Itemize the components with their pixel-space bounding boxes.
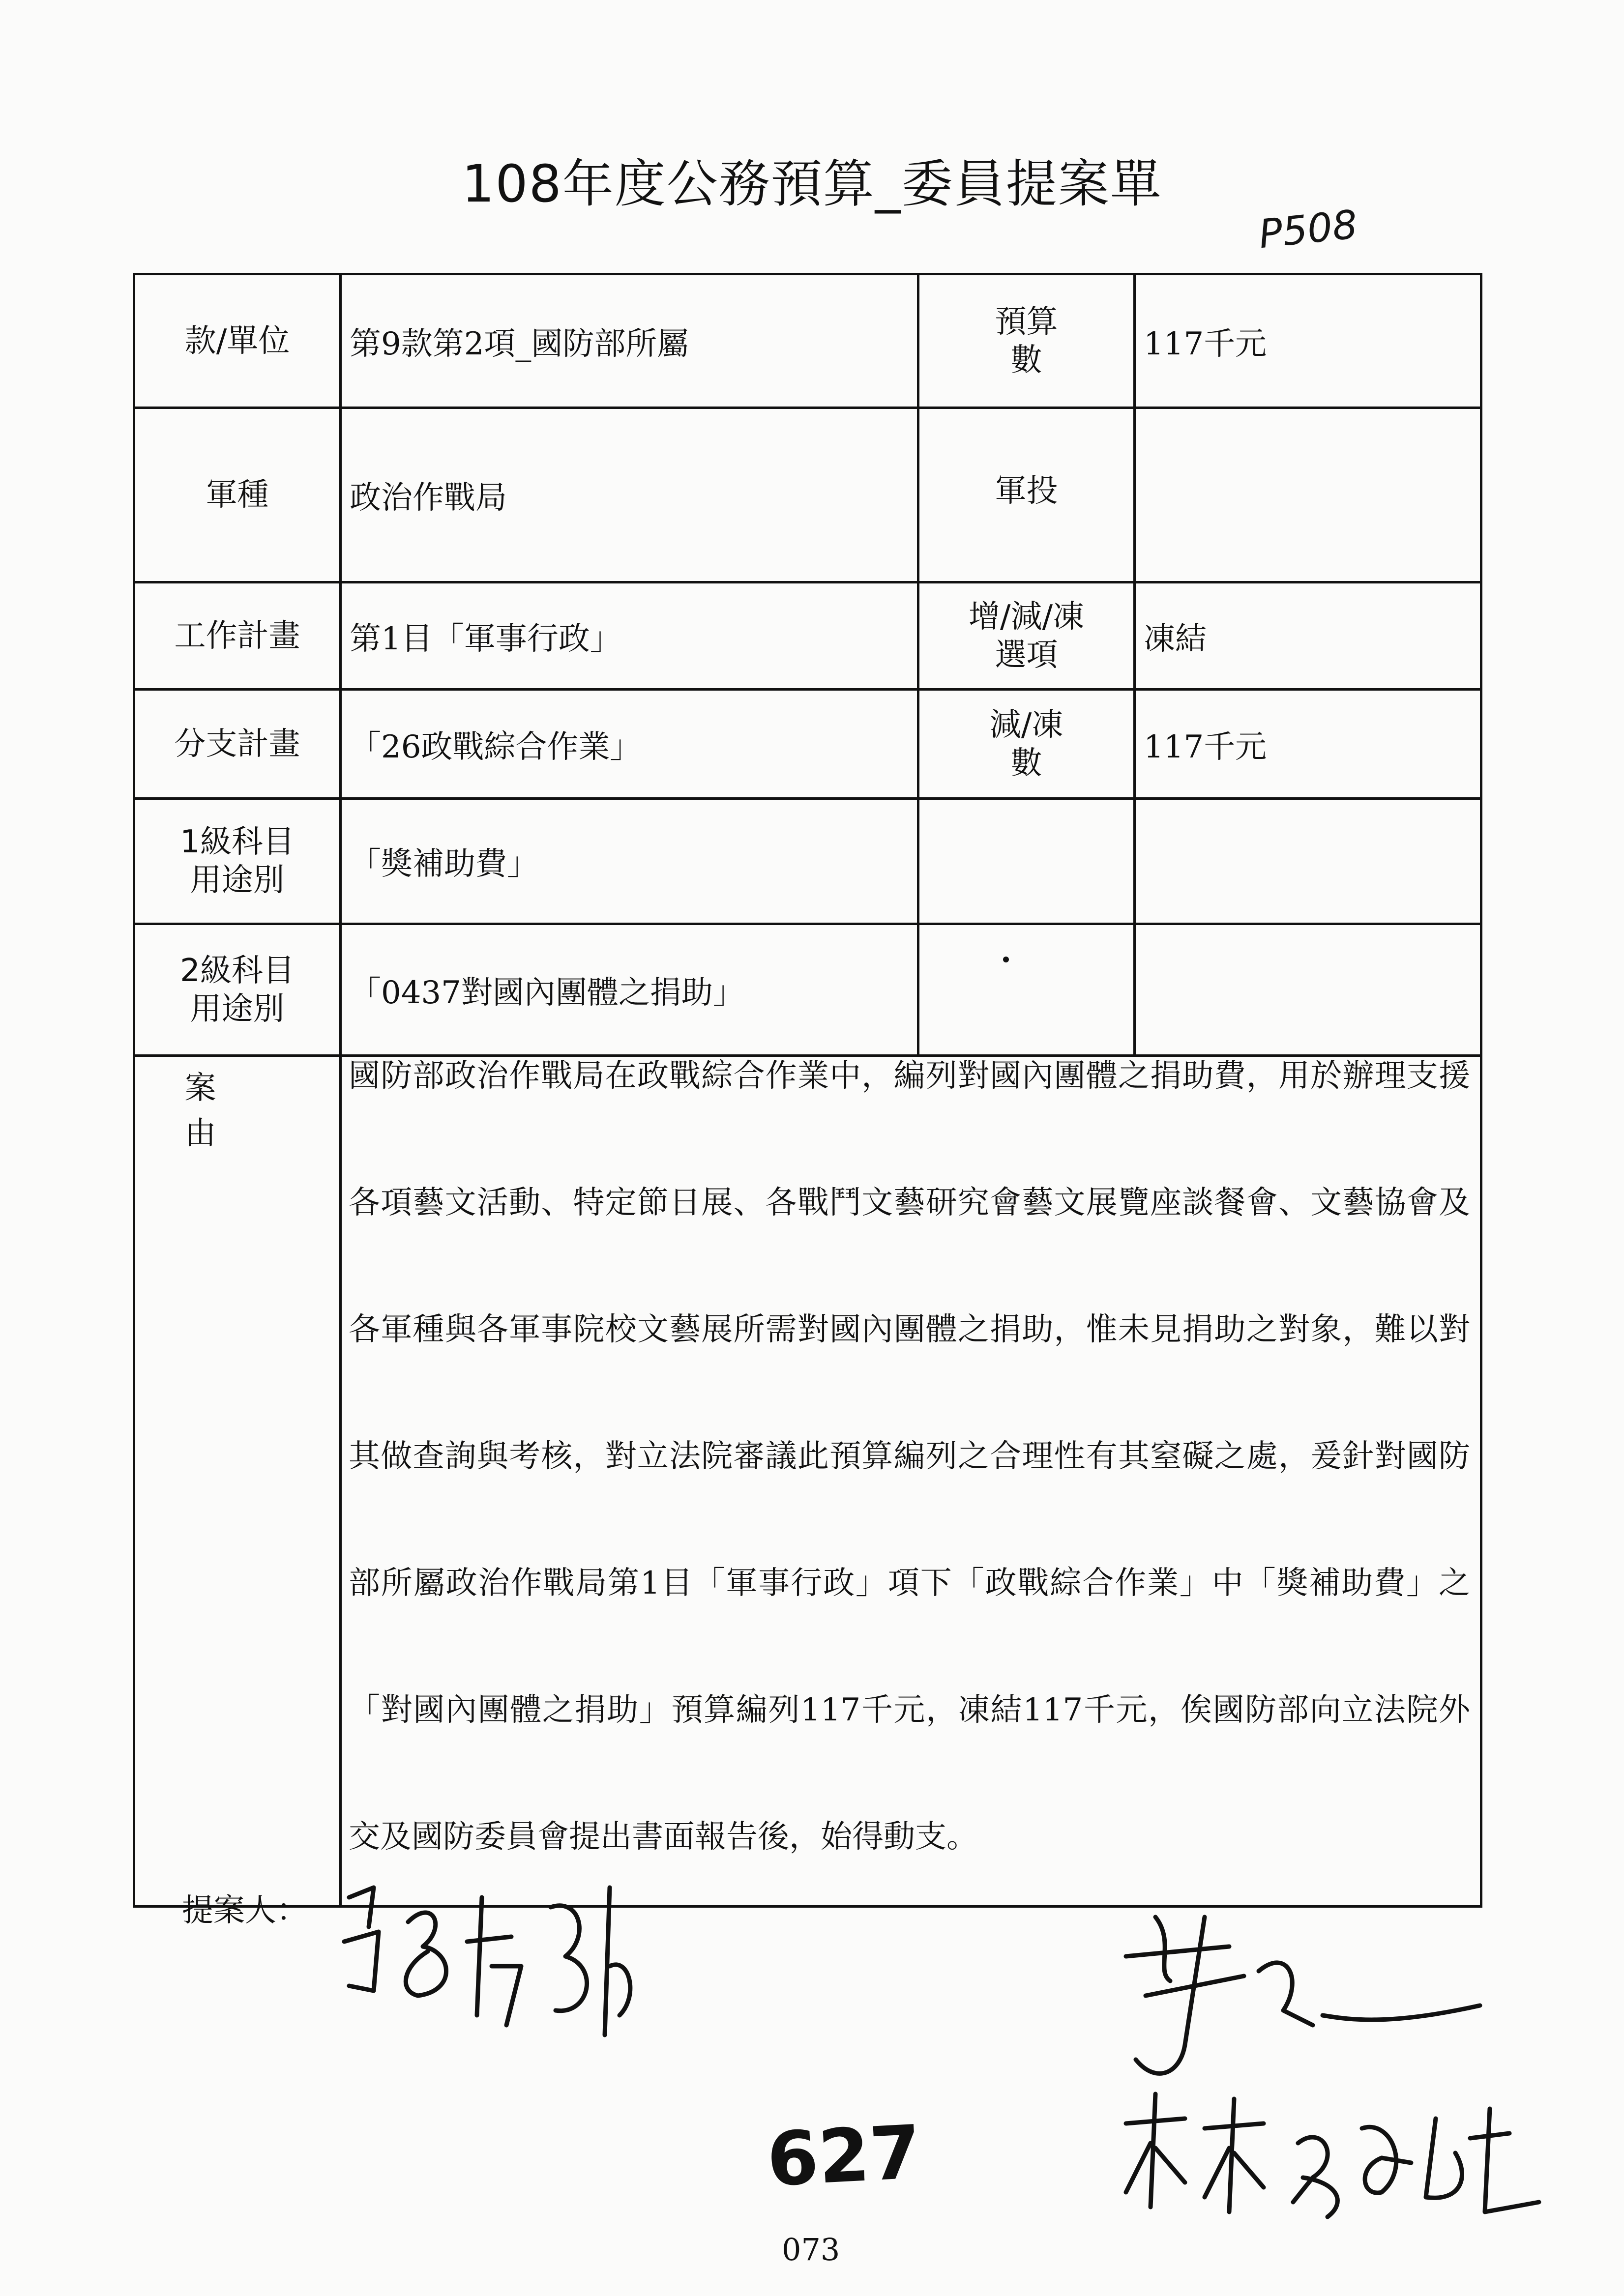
signature-3-icon: [1116, 2079, 1559, 2227]
row-value-2: [1135, 799, 1481, 924]
row-value: 第9款第2項_國防部所屬: [341, 274, 918, 408]
proposer-label: 提案人：: [182, 1892, 308, 1929]
row-label-2: [918, 799, 1135, 924]
row-label: 1級科目 用途別: [134, 799, 341, 924]
handwritten-page-number: 627: [765, 2109, 923, 2204]
row-label: 工作計畫: [134, 582, 341, 690]
row-value-2: 117千元: [1135, 690, 1481, 799]
proposal-form-table: [133, 273, 1482, 1908]
row-value-2: [1135, 408, 1481, 582]
signature-2-icon: [1096, 1897, 1500, 2104]
reason-cell: [341, 1056, 1481, 1907]
row-value: 「0437對國內團體之捐助」: [341, 924, 918, 1056]
row-value: 第1目「軍事行政」: [341, 582, 918, 690]
form-row-service: [134, 408, 1481, 582]
row-value-2: 凍結: [1135, 582, 1481, 690]
row-label-2: 增/減/凍 選項: [918, 582, 1135, 690]
document-title: 108年度公務預算_委員提案單: [462, 154, 1162, 214]
row-value: 政治作戰局: [341, 408, 918, 582]
signature-1-icon: [334, 1868, 649, 2055]
handwritten-page-ref: P508: [1256, 201, 1360, 258]
form-row-reason: [134, 1056, 1481, 1907]
form-row-work-plan: [134, 582, 1481, 690]
row-value: 「26政戰綜合作業」: [341, 690, 918, 799]
row-value-2: 117千元: [1135, 274, 1481, 408]
row-label-2: 軍投: [918, 408, 1135, 582]
reason-text: 國防部政治作戰局在政戰綜合作業中，編列對國內團體之捐助費，用於辦理支援各項藝文活動、特定節日展、各戰鬥文藝研究會藝文展覽座談餐會、文藝協會及各軍種與各軍事院校文藝展所需對國內團體之捐助，惟未見捐助之對象，難以對其做查詢與考核，對立法院審議此預算編列之合理性有其窒礙之處，爰針對國防部所屬政治作戰局第1目「軍事行政」項下「政戰綜合作業」中「獎補助費」之「對國內團體之捐助」預算編列117千元，凍結117千元，俟國防部向立法院外交及國防委員會提出書面報告後，始得動支。: [349, 1058, 1470, 1855]
row-label: 分支計畫: [134, 690, 341, 799]
row-label: 軍種: [134, 408, 341, 582]
row-label-2: 減/凍 數: [918, 690, 1135, 799]
row-value: 「獎補助費」: [341, 799, 918, 924]
row-label: 2級科目 用途別: [134, 924, 341, 1056]
reason-label: 案由: [134, 1056, 341, 1907]
form-row-level1-subject: [134, 799, 1481, 924]
row-label-2: 預算 數: [918, 274, 1135, 408]
form-row-section: [134, 274, 1481, 408]
page-number: 073: [782, 2232, 840, 2267]
form-row-branch-plan: [134, 690, 1481, 799]
row-label: 款/單位: [134, 274, 341, 408]
stray-mark: [1003, 957, 1009, 962]
